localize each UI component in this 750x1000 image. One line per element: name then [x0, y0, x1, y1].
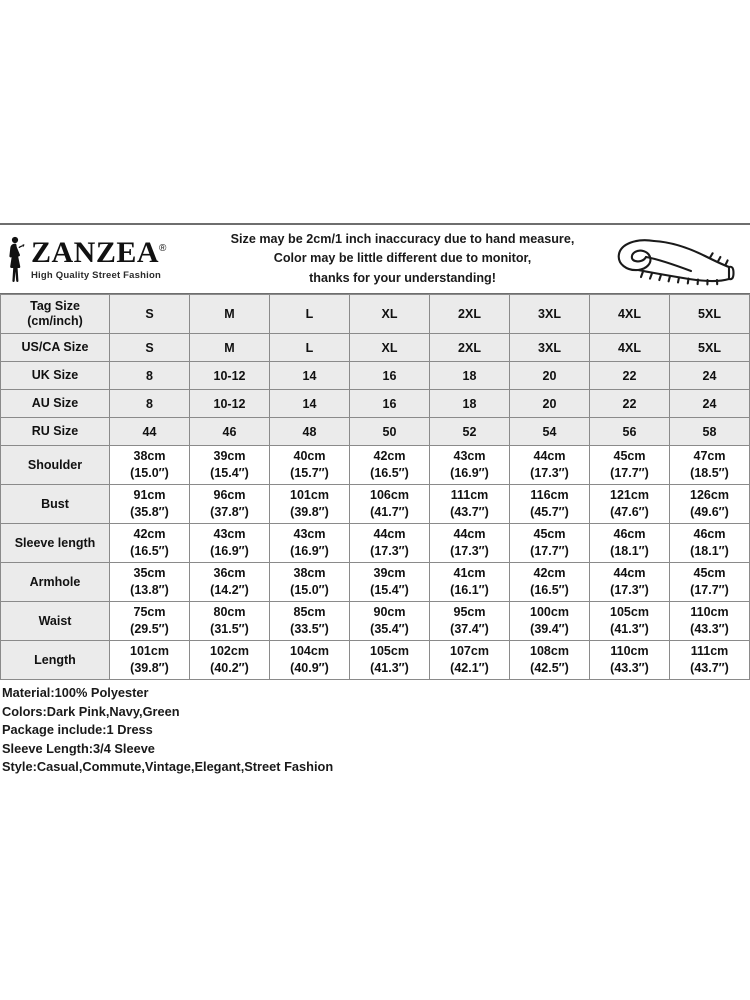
- table-cell: 2XL: [430, 334, 510, 362]
- value-cm: 111cm: [690, 644, 729, 659]
- table-row: [1, 446, 750, 485]
- value-inch: (17.7″): [530, 544, 569, 558]
- value-cm: 110cm: [690, 605, 729, 620]
- value-inch: (41.7″): [370, 505, 409, 519]
- value-inch: (33.5″): [290, 622, 329, 636]
- value-inch: (17.7″): [690, 583, 729, 597]
- woman-silhouette-icon: [6, 235, 32, 283]
- tag-size-header: [1, 295, 110, 334]
- value-cm: 116cm: [530, 488, 569, 503]
- value-inch: (17.3″): [370, 544, 409, 558]
- value-cm: 39cm: [213, 449, 246, 464]
- value-cm: 43cm: [213, 527, 246, 542]
- table-cell: [670, 524, 750, 563]
- table-cell: [590, 446, 670, 485]
- table-cell: [190, 524, 270, 563]
- table-cell: [350, 485, 430, 524]
- table-cell: [510, 563, 590, 602]
- table-cell: [350, 524, 430, 563]
- value-cm: 126cm: [690, 488, 729, 503]
- value-cm: 75cm: [133, 605, 166, 620]
- table-cell: [270, 641, 350, 680]
- table-cell: [190, 485, 270, 524]
- value-inch: (43.3″): [610, 661, 649, 675]
- row-label: Waist: [1, 602, 110, 641]
- size-chart-table: [0, 294, 750, 680]
- value-inch: (41.3″): [370, 661, 409, 675]
- row-label: US/CA Size: [1, 334, 110, 362]
- value-cm: 44cm: [373, 527, 406, 542]
- value-cm: 96cm: [213, 488, 246, 503]
- table-cell: 22: [590, 390, 670, 418]
- value-inch: (41.3″): [610, 622, 649, 636]
- value-inch: (16.1″): [450, 583, 489, 597]
- table-cell: 10-12: [190, 362, 270, 390]
- table-cell: [430, 602, 510, 641]
- row-label: Shoulder: [1, 446, 110, 485]
- table-cell: M: [190, 334, 270, 362]
- spec-sleeve-length: Sleeve Length:3/4 Sleeve: [2, 740, 155, 756]
- column-header-cell: 2XL: [430, 295, 510, 334]
- value-cm: 106cm: [370, 488, 409, 503]
- table-cell: [590, 602, 670, 641]
- table-cell: [270, 485, 350, 524]
- table-cell: [670, 485, 750, 524]
- table-cell: 18: [430, 362, 510, 390]
- row-label: UK Size: [1, 362, 110, 390]
- value-inch: (39.8″): [130, 661, 169, 675]
- value-inch: (43.3″): [690, 622, 729, 636]
- column-header-cell: S: [110, 295, 190, 334]
- row-label: Sleeve length: [1, 524, 110, 563]
- value-cm: 104cm: [290, 644, 329, 659]
- value-cm: 43cm: [293, 527, 326, 542]
- value-inch: (42.1″): [450, 661, 489, 675]
- table-cell: 54: [510, 418, 590, 446]
- table-row: [1, 524, 750, 563]
- table-cell: [350, 446, 430, 485]
- brand-logo: [0, 235, 195, 283]
- value-inch: (31.5″): [210, 622, 249, 636]
- value-cm: 44cm: [453, 527, 486, 542]
- value-inch: (15.4″): [370, 583, 409, 597]
- table-cell: [110, 563, 190, 602]
- value-cm: 45cm: [613, 449, 646, 464]
- measurement-notice: [195, 230, 600, 289]
- table-cell: [110, 602, 190, 641]
- table-cell: 14: [270, 362, 350, 390]
- value-cm: 108cm: [530, 644, 569, 659]
- value-inch: (13.8″): [130, 583, 169, 597]
- value-cm: 45cm: [533, 527, 566, 542]
- spec-package: Package include:1 Dress: [2, 722, 153, 738]
- table-cell: [510, 641, 590, 680]
- value-inch: (17.3″): [450, 544, 489, 558]
- value-inch: (17.3″): [530, 466, 569, 480]
- table-cell: [110, 446, 190, 485]
- table-cell: [190, 446, 270, 485]
- value-inch: (16.9″): [210, 544, 249, 558]
- value-cm: 38cm: [293, 566, 326, 581]
- value-inch: (17.7″): [610, 466, 649, 480]
- table-cell: [670, 563, 750, 602]
- value-cm: 36cm: [213, 566, 246, 581]
- table-row: [1, 362, 750, 390]
- value-inch: (40.2″): [210, 661, 249, 675]
- table-cell: [190, 641, 270, 680]
- tag-size-header-line1: Tag Size: [30, 299, 80, 313]
- value-inch: (14.2″): [210, 583, 249, 597]
- value-cm: 80cm: [213, 605, 246, 620]
- table-row: [1, 641, 750, 680]
- notice-line-3: thanks for your understanding!: [309, 270, 496, 285]
- table-cell: [430, 563, 510, 602]
- table-cell: 3XL: [510, 334, 590, 362]
- table-cell: XL: [350, 334, 430, 362]
- value-cm: 95cm: [453, 605, 486, 620]
- table-cell: 10-12: [190, 390, 270, 418]
- value-cm: 42cm: [373, 449, 406, 464]
- value-cm: 90cm: [373, 605, 406, 620]
- table-cell: [190, 602, 270, 641]
- value-cm: 102cm: [210, 644, 249, 659]
- table-cell: [510, 602, 590, 641]
- value-inch: (42.5″): [530, 661, 569, 675]
- value-inch: (43.7″): [450, 505, 489, 519]
- size-chart-body: [1, 295, 750, 680]
- column-header-cell: L: [270, 295, 350, 334]
- brand-name: [31, 235, 167, 269]
- table-cell: 8: [110, 362, 190, 390]
- column-header-cell: XL: [350, 295, 430, 334]
- value-cm: 47cm: [693, 449, 726, 464]
- table-cell: L: [270, 334, 350, 362]
- table-cell: [670, 446, 750, 485]
- table-cell: [270, 446, 350, 485]
- table-cell: [590, 641, 670, 680]
- column-header-cell: M: [190, 295, 270, 334]
- table-cell: 22: [590, 362, 670, 390]
- value-inch: (15.0″): [290, 583, 329, 597]
- value-inch: (17.3″): [610, 583, 649, 597]
- table-cell: [430, 485, 510, 524]
- table-cell: [510, 524, 590, 563]
- table-cell: 16: [350, 362, 430, 390]
- brand-tagline: High Quality Street Fashion: [31, 269, 161, 281]
- value-inch: (37.8″): [210, 505, 249, 519]
- value-cm: 43cm: [453, 449, 486, 464]
- table-cell: 48: [270, 418, 350, 446]
- table-row: [1, 334, 750, 362]
- tag-size-header-line2: (cm/inch): [27, 314, 83, 328]
- value-cm: 105cm: [370, 644, 409, 659]
- table-cell: 16: [350, 390, 430, 418]
- registered-trademark-icon: ®: [159, 242, 167, 254]
- value-cm: 38cm: [133, 449, 166, 464]
- table-cell: 5XL: [670, 334, 750, 362]
- table-cell: 18: [430, 390, 510, 418]
- product-spec-list: [0, 680, 750, 777]
- value-cm: 46cm: [693, 527, 726, 542]
- size-chart-sheet: [0, 223, 750, 777]
- value-inch: (18.5″): [690, 466, 729, 480]
- value-inch: (29.5″): [130, 622, 169, 636]
- chart-header-banner: [0, 223, 750, 294]
- value-inch: (39.4″): [530, 622, 569, 636]
- value-cm: 45cm: [693, 566, 726, 581]
- value-cm: 105cm: [610, 605, 649, 620]
- value-cm: 85cm: [293, 605, 326, 620]
- value-cm: 39cm: [373, 566, 406, 581]
- table-cell: [670, 641, 750, 680]
- table-cell: [350, 641, 430, 680]
- spec-material: Material:100% Polyester: [2, 685, 149, 700]
- value-cm: 107cm: [450, 644, 489, 659]
- notice-line-1: Size may be 2cm/1 inch inaccuracy due to hand measure,: [230, 231, 575, 246]
- table-cell: [110, 485, 190, 524]
- row-label: Armhole: [1, 563, 110, 602]
- column-header-cell: 3XL: [510, 295, 590, 334]
- value-inch: (40.9″): [290, 661, 329, 675]
- table-cell: [590, 485, 670, 524]
- value-inch: (16.5″): [130, 544, 169, 558]
- value-cm: 42cm: [533, 566, 566, 581]
- value-cm: 46cm: [613, 527, 646, 542]
- table-cell: 50: [350, 418, 430, 446]
- table-cell: [110, 641, 190, 680]
- column-header-cell: 5XL: [670, 295, 750, 334]
- table-cell: [270, 563, 350, 602]
- row-label: Bust: [1, 485, 110, 524]
- value-inch: (15.4″): [210, 466, 249, 480]
- brand-name-text: ZANZEA: [31, 235, 160, 269]
- value-cm: 110cm: [610, 644, 649, 659]
- value-cm: 44cm: [533, 449, 566, 464]
- spec-colors: Colors:Dark Pink,Navy,Green: [2, 703, 180, 719]
- value-cm: 101cm: [130, 644, 169, 659]
- table-cell: 52: [430, 418, 510, 446]
- table-row: [1, 418, 750, 446]
- value-cm: 35cm: [133, 566, 166, 581]
- table-cell: 46: [190, 418, 270, 446]
- table-cell: [270, 524, 350, 563]
- value-cm: 111cm: [450, 488, 489, 503]
- table-row: [1, 390, 750, 418]
- value-inch: (18.1″): [610, 544, 649, 558]
- value-inch: (43.7″): [690, 661, 729, 675]
- table-cell: 4XL: [590, 334, 670, 362]
- table-cell: [270, 602, 350, 641]
- table-cell: 8: [110, 390, 190, 418]
- table-cell: [510, 446, 590, 485]
- value-inch: (49.6″): [690, 505, 729, 519]
- table-cell: [590, 563, 670, 602]
- value-inch: (16.9″): [450, 466, 489, 480]
- table-cell: 20: [510, 362, 590, 390]
- table-cell: [590, 524, 670, 563]
- table-cell: 24: [670, 390, 750, 418]
- value-inch: (47.6″): [610, 505, 649, 519]
- measuring-tape-icon: [600, 232, 750, 286]
- row-label: AU Size: [1, 390, 110, 418]
- table-cell: 56: [590, 418, 670, 446]
- value-cm: 44cm: [613, 566, 646, 581]
- value-inch: (45.7″): [530, 505, 569, 519]
- value-inch: (16.5″): [530, 583, 569, 597]
- value-cm: 41cm: [453, 566, 486, 581]
- row-label: RU Size: [1, 418, 110, 446]
- table-row: [1, 563, 750, 602]
- value-cm: 42cm: [133, 527, 166, 542]
- value-inch: (39.8″): [290, 505, 329, 519]
- table-cell: [350, 563, 430, 602]
- value-inch: (16.9″): [290, 544, 329, 558]
- table-cell: [430, 524, 510, 563]
- table-cell: 24: [670, 362, 750, 390]
- table-cell: [110, 524, 190, 563]
- value-inch: (37.4″): [450, 622, 489, 636]
- value-cm: 40cm: [293, 449, 326, 464]
- table-cell: [430, 446, 510, 485]
- table-cell: 58: [670, 418, 750, 446]
- table-cell: 44: [110, 418, 190, 446]
- row-label: Length: [1, 641, 110, 680]
- table-cell: [670, 602, 750, 641]
- table-cell: [430, 641, 510, 680]
- table-cell: 14: [270, 390, 350, 418]
- value-inch: (15.7″): [290, 466, 329, 480]
- table-row: [1, 485, 750, 524]
- value-cm: 91cm: [133, 488, 166, 503]
- value-inch: (15.0″): [130, 466, 169, 480]
- value-cm: 121cm: [610, 488, 649, 503]
- table-cell: [350, 602, 430, 641]
- table-cell: [510, 485, 590, 524]
- table-header-row: [1, 295, 750, 334]
- value-cm: 100cm: [530, 605, 569, 620]
- value-inch: (35.8″): [130, 505, 169, 519]
- value-inch: (16.5″): [370, 466, 409, 480]
- table-row: [1, 602, 750, 641]
- notice-line-2: Color may be little different due to monitor,: [273, 251, 532, 266]
- value-inch: (18.1″): [690, 544, 729, 558]
- table-cell: S: [110, 334, 190, 362]
- table-cell: [190, 563, 270, 602]
- column-header-cell: 4XL: [590, 295, 670, 334]
- value-cm: 101cm: [290, 488, 329, 503]
- value-inch: (35.4″): [370, 622, 409, 636]
- table-cell: 20: [510, 390, 590, 418]
- spec-style: Style:Casual,Commute,Vintage,Elegant,Street Fashion: [2, 759, 334, 775]
